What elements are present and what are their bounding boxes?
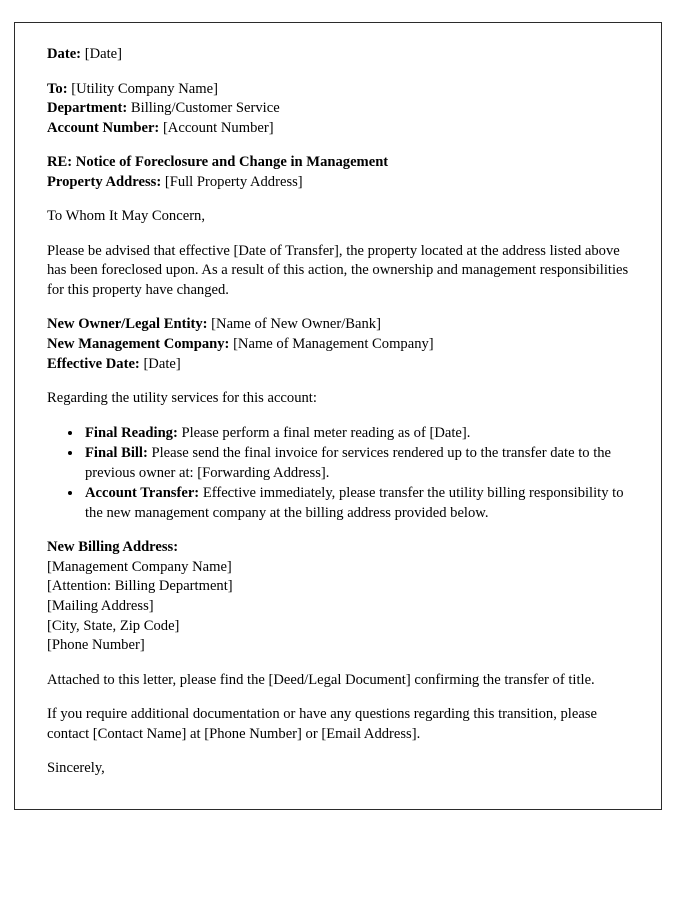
subject-block <box>47 153 631 192</box>
bullet-text: Please send the final invoice for services rendered up to the transfer date to the previous owner at: [Forwarding Address]. <box>85 445 612 481</box>
recipient-block <box>47 80 631 139</box>
property-address-label: Property Address: <box>47 173 162 190</box>
intro-paragraph: Please be advised that effective [Date of Transfer], the property located at the address listed above has been foreclosed upon. As a result of this action, the ownership and management responsibilities for this property have changed. <box>47 242 629 298</box>
billing-address-line: [Phone Number] <box>47 637 145 654</box>
date-label: Date: <box>47 46 82 62</box>
contact-paragraph: If you require additional documentation or have any questions regarding this transition, please contact [Contact Name] at [Phone Number] or [Email Address]. <box>47 706 597 742</box>
bullet-label: Account Transfer: <box>85 485 200 502</box>
billing-address-line: [City, State, Zip Code] <box>47 617 180 634</box>
bullet-text: Please perform a final meter reading as of [Date]. <box>177 424 471 441</box>
date-line <box>47 45 631 65</box>
document-page <box>14 22 662 810</box>
list-item <box>83 424 631 444</box>
to-line <box>47 80 631 100</box>
effective-date-value: [Date] <box>143 355 181 372</box>
property-address-value: [Full Property Address] <box>164 173 303 190</box>
regarding-line: Regarding the utility services for this account: <box>47 390 317 407</box>
account-number-value: [Account Number] <box>162 119 274 136</box>
department-line <box>47 99 631 119</box>
billing-address-line: [Mailing Address] <box>47 598 154 615</box>
date-value: [Date] <box>84 46 122 62</box>
to-label: To: <box>47 80 68 97</box>
billing-address-heading-text: New Billing Address: <box>47 539 179 556</box>
billing-address-block <box>47 538 631 655</box>
new-owner-line <box>47 315 631 335</box>
effective-date-label: Effective Date: <box>47 355 140 372</box>
department-label: Department: <box>47 100 128 117</box>
re-line <box>47 153 631 173</box>
bullet-label: Final Reading: <box>85 424 178 441</box>
bullet-text: Effective immediately, please transfer the utility billing responsibility to the new management company at the billing address provided below. <box>85 485 624 521</box>
closing: Sincerely, <box>47 760 105 777</box>
new-owner-label: New Owner/Legal Entity: <box>47 316 208 333</box>
billing-address-heading <box>47 538 631 558</box>
list-item <box>83 444 631 483</box>
account-number-label: Account Number: <box>47 119 160 136</box>
billing-address-line: [Attention: Billing Department] <box>47 578 233 595</box>
bullet-label: Final Bill: <box>85 445 148 462</box>
new-management-line <box>47 335 631 355</box>
effective-date-line <box>47 355 631 375</box>
to-value: [Utility Company Name] <box>71 80 218 97</box>
ownership-block <box>47 315 631 374</box>
salutation: To Whom It May Concern, <box>47 208 205 225</box>
utility-instructions-list <box>47 424 631 524</box>
property-address-line <box>47 173 631 193</box>
re-text: RE: Notice of Foreclosure and Change in Management <box>47 154 389 171</box>
date-block <box>47 45 631 65</box>
list-item <box>83 484 631 523</box>
department-value: Billing/Customer Service <box>130 100 280 117</box>
new-owner-value: [Name of New Owner/Bank] <box>211 316 381 333</box>
document-body <box>15 23 661 779</box>
attachment-paragraph: Attached to this letter, please find the [Deed/Legal Document] confirming the transfer of title. <box>47 671 595 688</box>
new-management-value: [Name of Management Company] <box>233 336 434 353</box>
new-management-label: New Management Company: <box>47 336 230 353</box>
account-number-line <box>47 119 631 139</box>
billing-address-line: [Management Company Name] <box>47 558 232 575</box>
